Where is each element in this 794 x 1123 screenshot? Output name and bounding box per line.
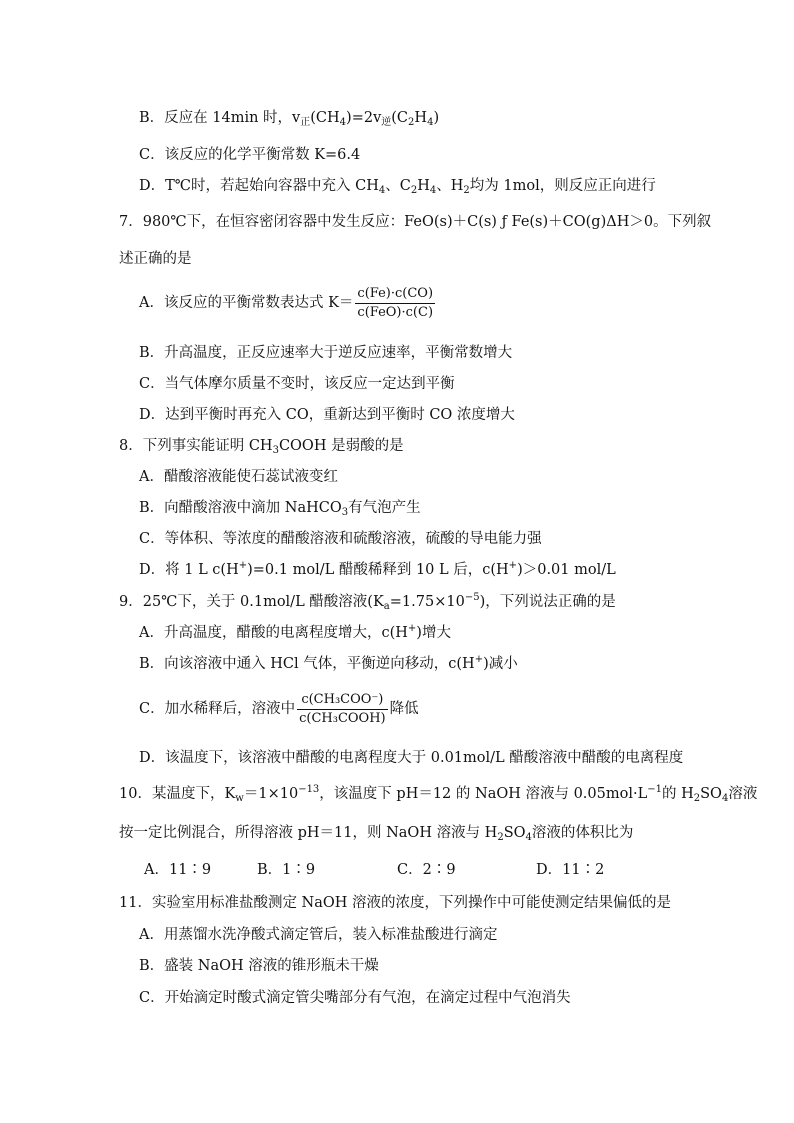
- q9-option-c: C．加水稀释后，溶液中 $\frac{\text{c(CH₃COO⁻)}}{\text{c(CH₃COOH)}}$ 降低: [139, 691, 419, 726]
- q7-stem-line2: 述正确的是: [119, 251, 192, 267]
- q10-choice-c: C．2∶9: [397, 862, 456, 878]
- q11-option-c: C．开始滴定时酸式滴定管尖嘴部分有气泡，在滴定过程中气泡消失: [139, 990, 571, 1006]
- q7-stem-line1: 7．980℃下，在恒容密闭容器中发生反应：FeO(s)＋C(s) ƒ Fe(s)＋CO(g)ΔH＞0。下列叙: [119, 214, 712, 230]
- q8-option-b: B．向醋酸溶液中滴加 NaHCO$_3$有气泡产生: [139, 500, 421, 518]
- q6-option-d: D．T℃时，若起始向容器中充入 $CH_4$、$C_2H_4$、$H_2$均为 1mol，则反应正向进行: [139, 178, 656, 196]
- q11-option-a: A．用蒸馏水洗净酸式滴定管后，装入标准盐酸进行滴定: [139, 927, 498, 943]
- q8-option-d: D．将 1 L c(H+)=0.1 mol/L 醋酸稀释到 10 L 后，c(H+)＞0.01 mol/L: [139, 560, 616, 578]
- q9-option-b: B．向该溶液中通入 HCl 气体，平衡逆向移动，c(H+)减小: [139, 654, 518, 672]
- q8-option-c: C．等体积、等浓度的醋酸溶液和硫酸溶液，硫酸的导电能力强: [139, 531, 542, 547]
- q7-option-a: A．该反应的平衡常数表达式 K＝ $\frac{c(Fe)\cdot c(CO)}{\text{c(FeO)·c(C)}}$: [139, 285, 434, 320]
- q9-option-d: D．该温度下，该溶液中醋酸的电离程度大于 0.01mol/L 醋酸溶液中醋酸的电离程度: [139, 750, 684, 766]
- q10-choice-a: A．11∶9: [144, 862, 212, 878]
- q10-stem-line1: 10．某温度下，$K_w=1\times 10^{-13}$，该温度下 pH＝12 的 NaOH 溶液与 $0.05mol\cdot L^{-1}$的 $H_2SO_4$溶液: [119, 784, 758, 804]
- q10-choice-d: D．11∶2: [536, 862, 605, 878]
- q7-option-d: D．达到平衡时再充入 CO，重新达到平衡时 CO 浓度增大: [139, 407, 515, 423]
- q8-stem: 8．下列事实能证明 $CH_3COOH$ 是弱酸的是: [119, 438, 404, 456]
- q9-stem: 9．25℃下，关于 0.1mol/L 醋酸溶液$(K_a=1.75\times 10^{-5})$，下列说法正确的是: [119, 592, 616, 612]
- q10-stem-line2: 按一定比例混合，所得溶液 pH＝11，则 NaOH 溶液与 $H_2SO_4$溶液的体积比为: [119, 825, 634, 843]
- q7-option-c: C．当气体摩尔质量不变时，该反应一定达到平衡: [139, 376, 455, 392]
- q6-option-c: C．该反应的化学平衡常数 K=6.4: [139, 147, 361, 163]
- q9-option-a: A．升高温度，醋酸的电离程度增大，c(H+)增大: [139, 623, 451, 641]
- q6-option-b: B．反应在 14min 时，$v_正(CH_4)=2v_逆(C_2H_4)$: [139, 110, 440, 128]
- q11-option-b: B．盛装 NaOH 溶液的锥形瓶未干燥: [139, 958, 379, 974]
- q7-option-b: B．升高温度，正反应速率大于逆反应速率，平衡常数增大: [139, 345, 513, 361]
- q10-choices: [139, 860, 699, 880]
- q10-choice-b: B．1∶9: [257, 862, 316, 878]
- q9-fraction: $\frac{\text{c(CH₃COO⁻)}}{\text{c(CH₃COOH)}}$: [299, 691, 386, 726]
- q8-option-a: A．醋酸溶液能使石蕊试液变红: [139, 469, 338, 485]
- q7-fraction: $\frac{c(Fe)\cdot c(CO)}{\text{c(FeO)·c(C)}}$: [357, 285, 434, 320]
- q11-stem: 11．实验室用标准盐酸测定 NaOH 溶液的浓度，下列操作中可能使测定结果偏低的是: [119, 895, 672, 911]
